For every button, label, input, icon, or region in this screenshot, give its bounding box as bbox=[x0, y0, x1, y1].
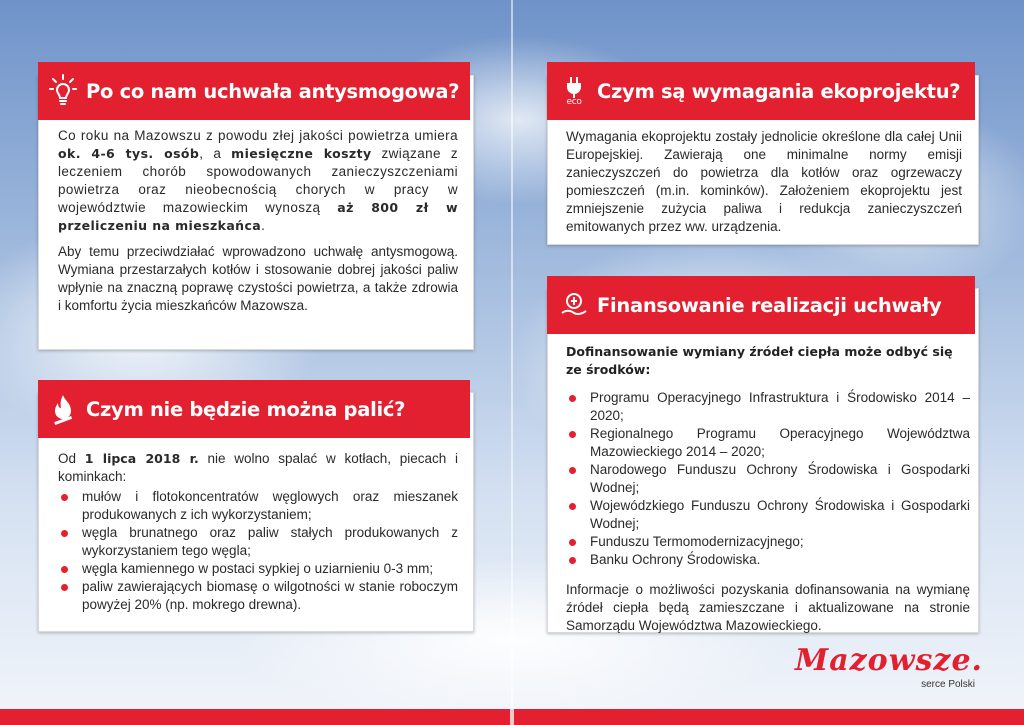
text-run: . bbox=[261, 218, 266, 233]
header-financing bbox=[547, 276, 975, 334]
section-title: Po co nam uchwała antysmogowa? bbox=[86, 79, 460, 103]
text-financing bbox=[566, 343, 970, 643]
text-what-not-burn bbox=[58, 450, 458, 614]
list-item: Narodowego Funduszu Ochrony Środowiska i Gospodarki Wodnej; bbox=[566, 461, 970, 497]
text-run: Co roku na Mazowszu z powodu złej jakości powietrza umiera bbox=[58, 128, 458, 143]
eco-plug-icon bbox=[559, 73, 589, 109]
header-what-not-burn bbox=[38, 380, 470, 438]
logo-tagline: serce Polski bbox=[921, 679, 975, 690]
list-item: Banku Ochrony Środowiska. bbox=[566, 551, 970, 569]
list-item: paliw zawierających biomasę o wilgotności w stanie roboczym powyżej 20% (np. mokrego drewna). bbox=[58, 578, 458, 614]
bold-text: miesięczne koszty bbox=[231, 146, 372, 161]
financing-lead: Dofinansowanie wymiany źródeł ciepła może odbyć się ze środków: bbox=[566, 344, 953, 377]
paragraph bbox=[58, 127, 458, 235]
header-ecodesign bbox=[547, 62, 975, 120]
funding-sources-list bbox=[566, 389, 970, 569]
section-title: Czym nie będzie można palić? bbox=[86, 397, 406, 421]
page-fold bbox=[511, 0, 513, 725]
paragraph: Wymagania ekoprojektu zostały jednolicie określone dla całej Unii Europejskiej. Zawierają one minimalne normy emisji zanieczyszczeń do powietrza dla kotłów oraz ogrzewaczy pomieszczeń (m.in. kominków). Założeniem ekoprojektu jest zmniejszenie zużycia paliwa i redukcja zanieczyszczeń emitowanych przez ww. urządzenia. bbox=[566, 129, 962, 234]
bottom-stripe bbox=[0, 709, 1024, 725]
text-run: związane z leczeniem chorób spowodowanych zanieczyszczeniami powietrza oraz nieobecnością chorych w pracy w województwie mazowieckim wynoszą bbox=[58, 146, 458, 215]
text-why-resolution bbox=[58, 127, 458, 323]
list-item: Regionalnego Programu Operacyjnego Województwa Mazowieckiego 2014 – 2020; bbox=[566, 425, 970, 461]
paragraph: Aby temu przeciwdziałać wprowadzono uchwałę antysmogową. Wymiana przestarzałych kotłów i stosowanie dobrej jakości paliw wpłynie na znaczną poprawę czystości powietrza, a także zdrowia i komfortu życia mieszkańców Mazowsza. bbox=[58, 244, 458, 313]
mazowsze-logo bbox=[795, 643, 983, 690]
paragraph bbox=[58, 450, 458, 486]
logo-wordmark: Mazowsze. bbox=[795, 643, 983, 678]
paragraph: Informacje o możliwości pozyskania dofinansowania na wymianę źródeł ciepła będą zamieszczane i aktualizowane na stronie Samorządu Województwa Mazowieckiego. bbox=[566, 582, 970, 633]
list-item: mułów i flotokoncentratów węglowych oraz mieszanek produkowanych z ich wykorzystaniem; bbox=[58, 488, 458, 524]
banned-fuels-list bbox=[58, 488, 458, 614]
list-item: Programu Operacyjnego Infrastruktura i Środowisko 2014 – 2020; bbox=[566, 389, 970, 425]
section-title: Finansowanie realizacji uchwały bbox=[597, 293, 942, 317]
text-run: Od bbox=[58, 451, 85, 466]
list-item: Wojewódzkiego Funduszu Ochrony Środowiska i Gospodarki Wodnej; bbox=[566, 497, 970, 533]
text-ecodesign bbox=[566, 128, 962, 244]
text-run: nie wolno spalać w kotłach, piecach i kominkach: bbox=[58, 451, 459, 484]
list-item: węgla kamiennego w postaci sypkiej o uziarnieniu 0-3 mm; bbox=[58, 560, 458, 578]
list-item: Funduszu Termomodernizacyjnego; bbox=[566, 533, 970, 551]
text-run: , a bbox=[199, 146, 232, 161]
bold-text: 1 lipca 2018 r. bbox=[84, 451, 199, 466]
list-item: węgla brunatnego oraz paliw stałych produkowanych z wykorzystaniem tego węgla; bbox=[58, 524, 458, 560]
header-why-resolution bbox=[38, 62, 470, 120]
section-title: Czym są wymagania ekoprojektu? bbox=[597, 79, 961, 103]
bold-text: aż 800 zł w przeliczeniu na mieszkańca bbox=[58, 200, 458, 233]
lightbulb-icon bbox=[48, 73, 78, 109]
fire-icon bbox=[48, 391, 78, 427]
bold-text: ok. 4-6 tys. osób bbox=[58, 146, 200, 161]
money-hand-icon bbox=[559, 287, 589, 323]
eco-label: eco bbox=[566, 96, 582, 107]
